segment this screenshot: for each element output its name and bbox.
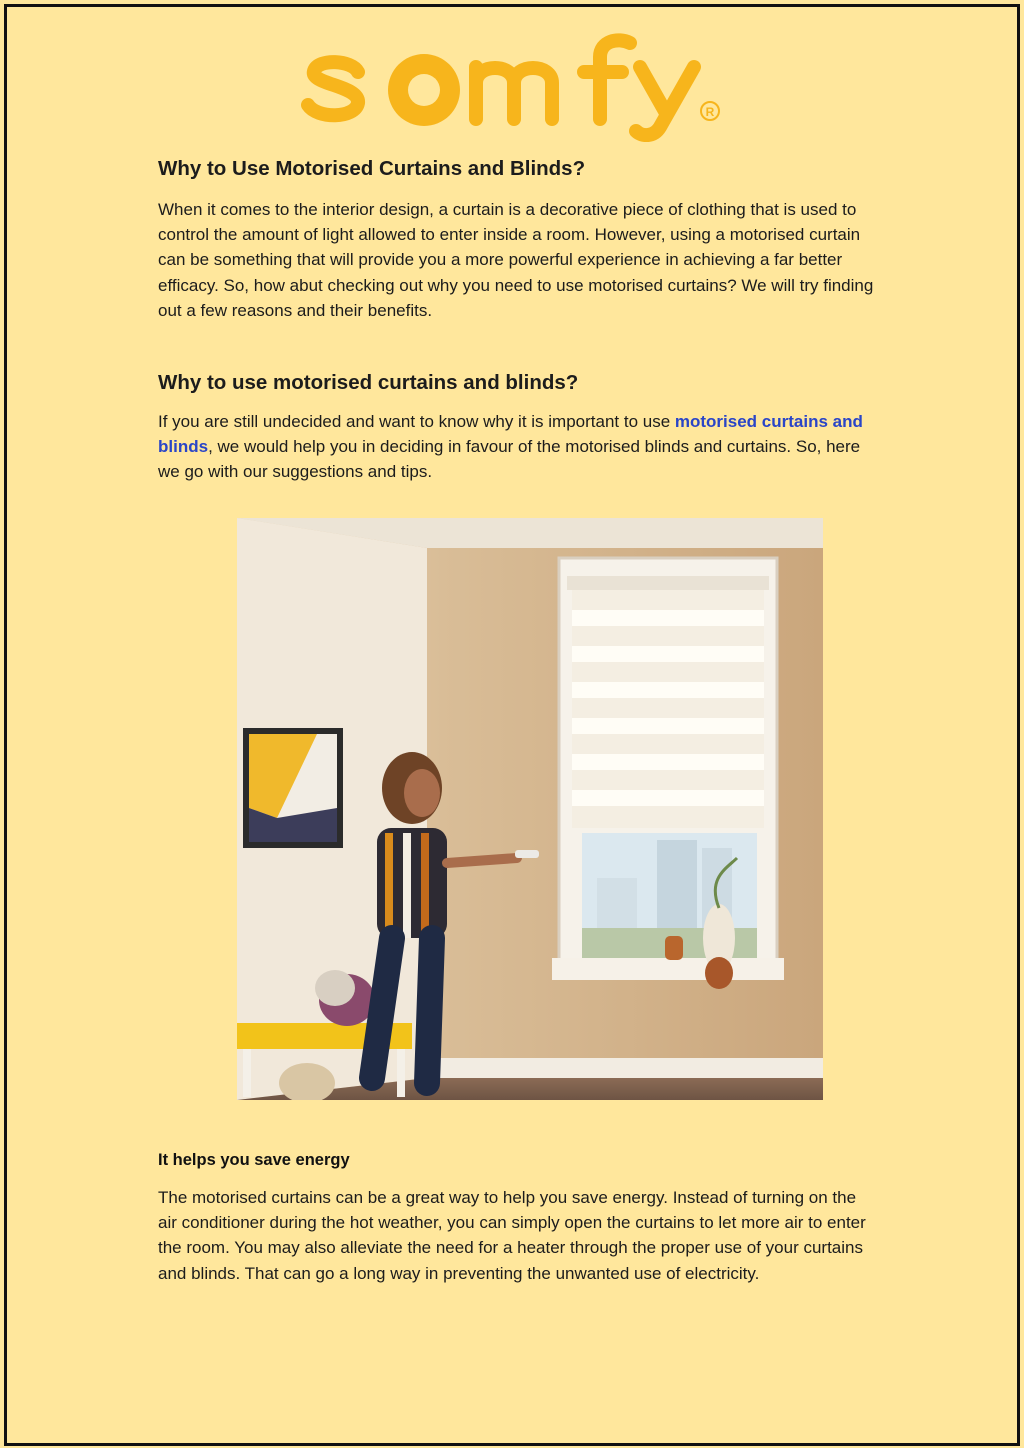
section-save-energy — [158, 1151, 878, 1170]
why-paragraph — [158, 409, 878, 485]
why-text-after: , we would help you in deciding in favour of the motorised blinds and curtains. So, here we go with our suggestions and tips. — [158, 437, 861, 482]
section-intro — [158, 157, 878, 181]
section-why-body — [158, 409, 878, 485]
section-save-energy-body — [158, 1185, 878, 1286]
heading-save-energy: It helps you save energy — [158, 1151, 350, 1169]
intro-paragraph: When it comes to the interior design, a curtain is a decorative piece of clothing that is used to control the amount of light allowed to enter inside a room. However, using a motorised curtain can be something that will provide you a more powerful experience in achieving a far better efficacy. So, how abut checking out why you need to use motorised curtains? We will try finding out a few reasons and their benefits. — [158, 200, 874, 320]
section-why — [158, 371, 878, 395]
somfy-logo — [300, 27, 730, 142]
room-with-motorised-blind-photo — [237, 518, 823, 1100]
why-text-before: If you are still undecided and want to know why it is important to use — [158, 412, 675, 431]
page-frame — [4, 4, 1020, 1446]
save-energy-paragraph: The motorised curtains can be a great way to help you save energy. Instead of turning on the air conditioner during the hot weather, you can simply open the curtains to let more air to enter the room. You may also alleviate the need for a heater through the proper use of your curtains and blinds. That can go a long way in preventing the unwanted use of electricity. — [158, 1188, 866, 1283]
registered-mark: R — [705, 105, 715, 119]
section-intro-body — [158, 197, 878, 323]
motorised-curtains-link[interactable]: motorised curtains and blinds — [158, 412, 863, 457]
heading-why-use-lower: Why to use motorised curtains and blinds? — [158, 371, 579, 394]
heading-why-use: Why to Use Motorised Curtains and Blinds? — [158, 157, 586, 180]
